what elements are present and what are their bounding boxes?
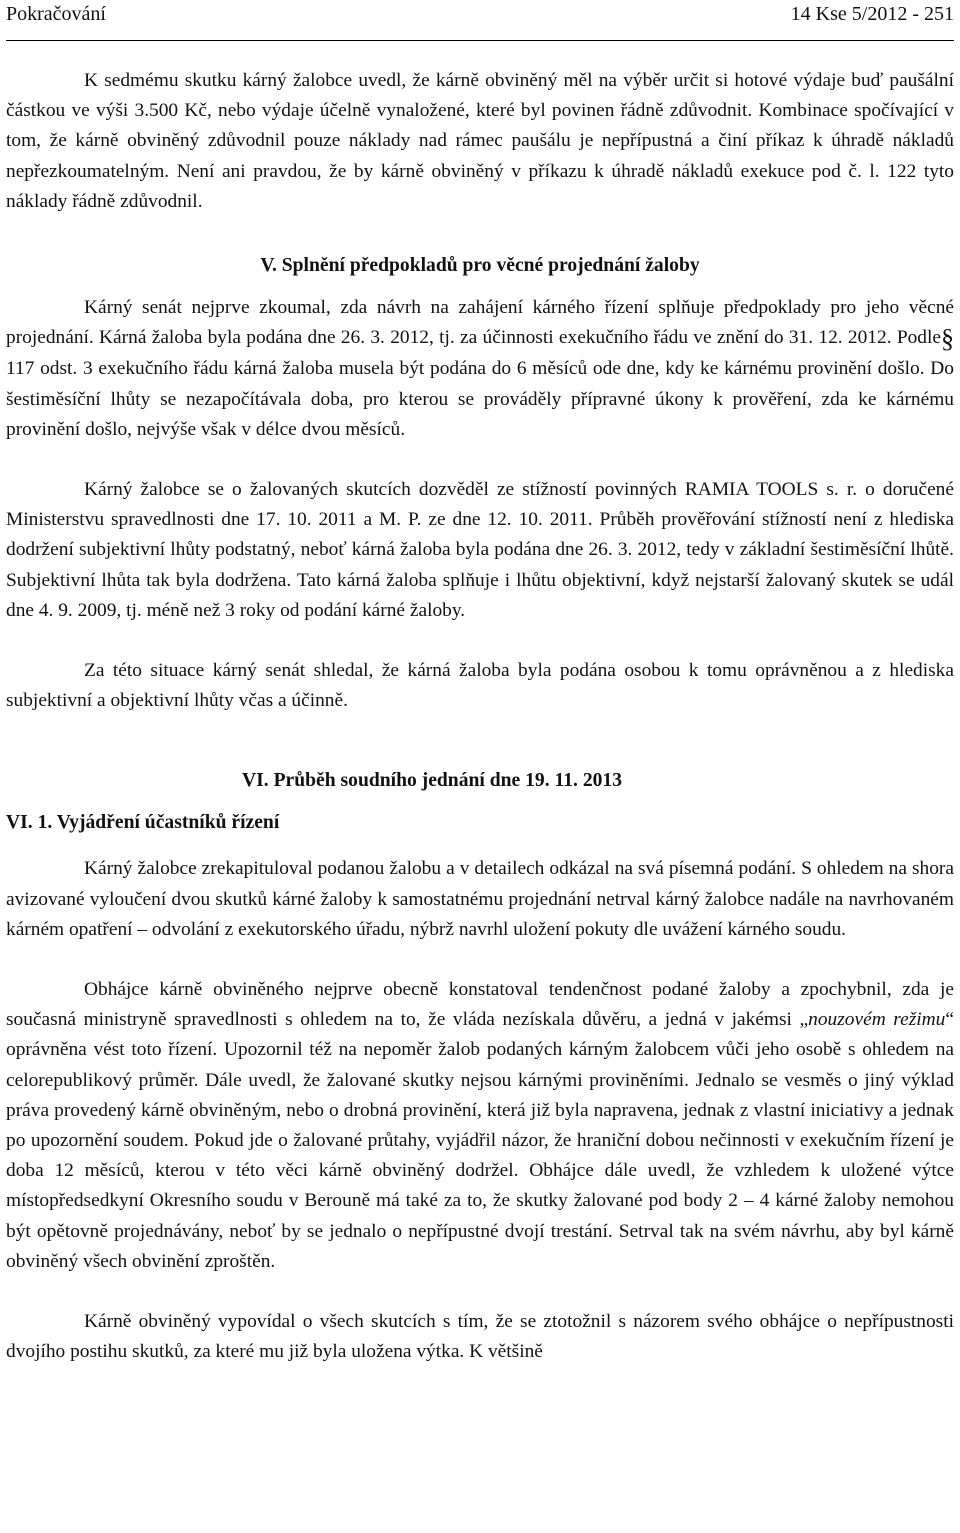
- paragraph-defense-statement: [6, 975, 954, 1277]
- section-sign-mark: §: [941, 324, 954, 354]
- section-v-heading: V. Splnění předpokladů pro věcné projednání žaloby: [260, 255, 700, 277]
- page-header: [6, 0, 954, 41]
- header-case-number: 14 Kse 5/2012 - 251: [790, 3, 954, 25]
- paragraph-complaints: Kárný žalobce se o žalovaných skutcích dozvěděl ze stížností povinných RAMIA TOOLS s. r. o doručené Ministerstvu spravedlnosti dne 17. 10. 2011 a M. P. ze dne 12. 10. 2011. Průběh prověřování stížností není z hlediska dodržení subjektivní lhůty podstatný, neboť kárná žaloba byla podána dne 26. 3. 2012, tedy v základní šestiměsíční lhůtě. Subjektivní lhůta tak byla dodržena. Tato kárná žaloba splňuje i lhůtu objektivní, když nejstarší žalovaný skutek se udál dne 4. 9. 2009, tj. méně než 3 roky od podání kárné žaloby.: [6, 479, 954, 621]
- paragraph-plaintiff-statement: Kárný žalobce zrekapituloval podanou žalobu a v detailech odkázal na svá písemná podání. S ohledem na shora avizované vyloučení dvou skutků kárné žaloby k samostatnému projednání netrval kárný žalobce nadále na navrhovaném kárném opatření – odvolání z exekutorského úřadu, nýbrž navrhl uložení pokuty dle uvážení kárného soudu.: [6, 858, 954, 940]
- paragraph-defense-part1: Obhájce kárně obviněného nejprve obecně konstatoval tendenčnost podané žaloby a zpochybnil, zda je současná ministryně spravedlnosti s ohledem na to, že vláda nezískala důvěru, a jedná v jakémsi „: [6, 979, 954, 1031]
- paragraph-conclusion: Za této situace kárný senát shledal, že kárná žaloba byla podána osobou k tomu oprávněnou a z hlediska subjektivní a objektivní lhůty včas a účinně.: [6, 660, 954, 712]
- paragraph-defense-part2: “ oprávněna vést toto řízení. Upozornil též na nepoměr žalob podaných kárným žalobcem vůči jeho osobě s ohledem na celorepublikový průměr. Dále uvedl, že žalované skutky nejsou kárnými proviněními. Jednalo se vesměs o jiný výklad práva provedený kárně obviněným, nebo o drobná provinění, která již byla napravena, jednak z vlastní iniciativy a jednak po upozornění soudem. Pokud jde o žalované průtahy, vyjádřil názor, že hraniční dobou nečinnosti v exekučním řízení je doba 12 měsíců, kterou v této věci kárně obviněný dodržel. Obhájce dále uvedl, že vzhledem k uložené výtce místopředsedkyní Okresního soudu v Berouně má také za to, že skutky žalované pod body 2 – 4 kárné žaloby nemohou být opětovně projednávány, neboť by se jednalo o nepřípustné dvojí trestání. Setrval tak na svém návrhu, aby byl kárně obviněný všech obvinění zproštěn.: [6, 1009, 954, 1272]
- paragraph-accused-testimony: Kárně obviněný vypovídal o všech skutcích s tím, že se ztotožnil s názorem svého obhájce o nepřípustnosti dvojího postihu skutků, za které mu již byla uložena výtka. K většině: [6, 1311, 954, 1363]
- header-continuation-label: Pokračování: [6, 3, 106, 25]
- section-vi-heading: VI. Průběh soudního jednání dne 19. 11. 2013: [242, 770, 623, 792]
- paragraph-seventh-act: K sedmému skutku kárný žalobce uvedl, že kárně obviněný měl na výběr určit si hotové výdaje buď paušální částkou ve výši 3.500 Kč, nebo výdaje účelně vynaložené, které byl povinen řádně zdůvodnit. Kombinace spočívající v tom, že kárně obviněný zdůvodnil pouze náklady nad rámec paušálu je nepřípustná a činí příkaz k úhradě nákladů nepřezkoumatelným. Není ani pravdou, že by kárně obviněný v příkazu k úhradě nákladů exekuce pod č. l. 122 tyto náklady řádně zdůvodnil.: [6, 70, 954, 212]
- section-vi1-heading: VI. 1. Vyjádření účastníků řízení: [6, 812, 280, 834]
- paragraph-defense-italic: nouzovém režimu: [808, 1009, 946, 1031]
- document-body: [6, 66, 954, 1368]
- paragraph-admissibility-part1: Kárný senát nejprve zkoumal, zda návrh na zahájení kárného řízení splňuje předpoklady pro jeho věcné projednání. Kárná žaloba byla podána dne 26. 3. 2012, tj. za účinnosti exekučního řádu ve znění do 31. 12. 2012. Podle: [6, 297, 954, 349]
- paragraph-admissibility: [6, 293, 954, 445]
- paragraph-admissibility-part2: 117 odst. 3 exekučního řádu kárná žaloba musela být podána do 6 měsíců ode dne, kdy ke kárnému provinění došlo. Do šestiměsíční lhůty se nezapočítávala doba, pro kterou se prováděly přípravné úkony k prověření, zda ke kárnému provinění došlo, nejvýše však v délce dvou měsíců.: [6, 358, 954, 440]
